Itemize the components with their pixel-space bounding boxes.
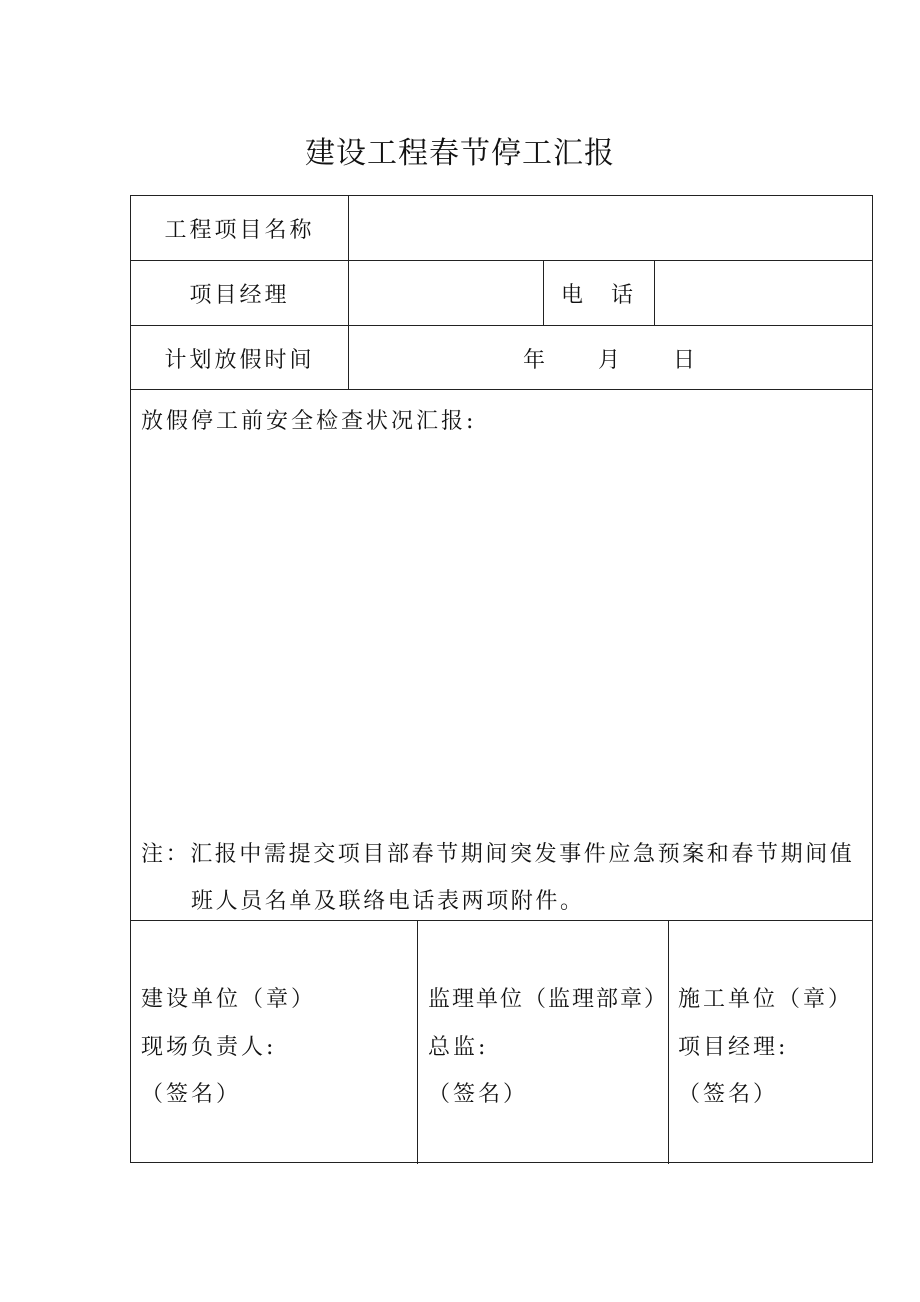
project-manager-sign-label: 项目经理: [678,1035,789,1060]
project-manager-field[interactable] [349,261,543,325]
column-divider [417,920,418,1164]
signature-field[interactable]: （签名） [428,1082,529,1107]
row-divider [131,325,872,326]
supervision-unit-seal: 监理单位（监理部章） [428,987,669,1012]
note-line-2: 班人员名单及联络电话表两项附件。 [191,889,585,914]
signature-field[interactable]: （签名） [141,1082,242,1107]
phone-label: 电 话 [560,283,636,308]
page-title: 建设工程春节停工汇报 [305,136,615,171]
column-divider [668,920,669,1164]
safety-check-label: 放假停工前安全检查状况汇报: [141,409,477,434]
signature-field[interactable]: （签名） [678,1082,779,1107]
holiday-date-field[interactable]: 年 月 日 [522,348,698,373]
construction-unit-seal: 建设单位（章） [141,987,317,1012]
row-divider [131,389,872,390]
chief-supervisor-label: 总监: [428,1035,489,1060]
phone-field[interactable] [655,261,873,325]
project-name-label: 工程项目名称 [164,218,315,243]
site-responsible-label: 现场负责人: [141,1035,277,1060]
holiday-time-label: 计划放假时间 [164,348,315,373]
report-form [130,195,873,1163]
contractor-unit-seal: 施工单位（章） [678,987,854,1012]
project-name-field[interactable] [349,196,873,260]
safety-report-area[interactable] [141,442,861,822]
row-divider [131,920,872,921]
project-manager-label: 项目经理 [189,283,290,308]
note-line-1: 注：汇报中需提交项目部春节期间突发事件应急预案和春节期间值 [141,842,855,867]
